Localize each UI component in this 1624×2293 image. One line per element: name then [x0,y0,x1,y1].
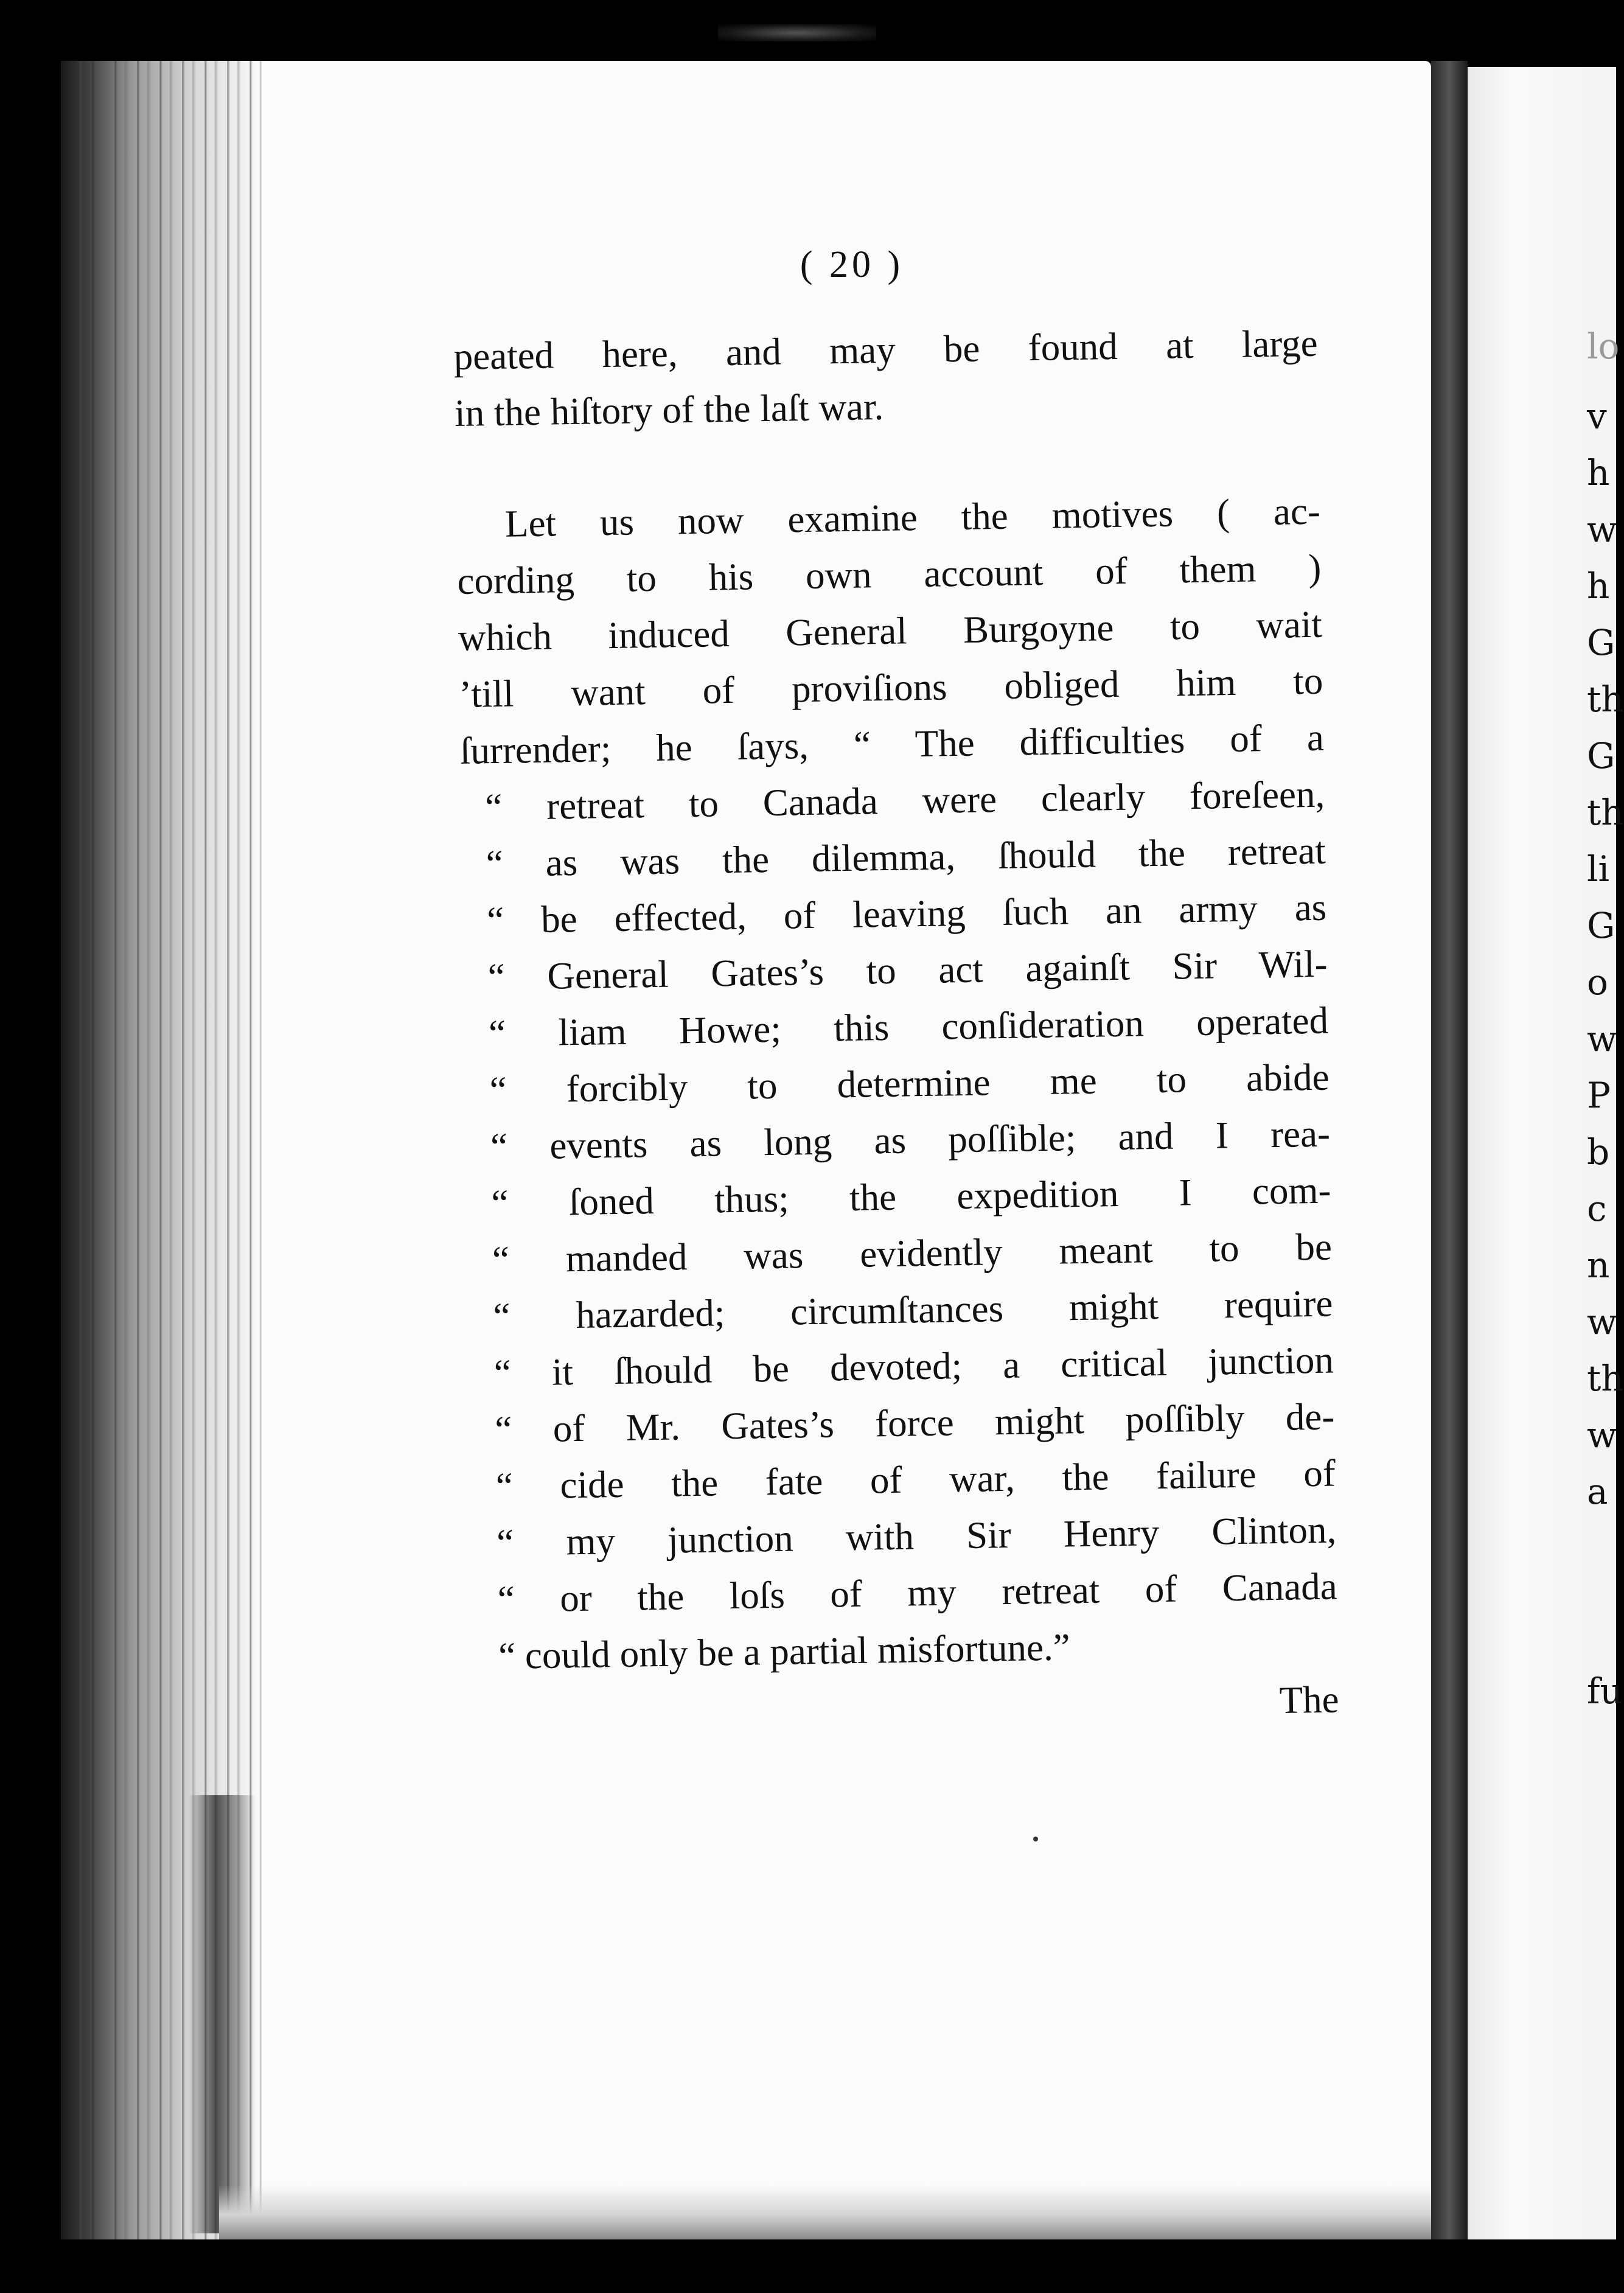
text-line: ſurrender; he ſays, “ The difficulties of a [459,716,1325,772]
facing-fragment: G [1587,905,1615,946]
facing-fragment: w [1587,509,1617,550]
facing-fragment: G [1587,622,1615,663]
page-bottom-edge [219,2185,1436,2239]
text-line: which induced General Burgoyne to wait [458,602,1323,659]
text-line: “ events as long as poſſible; and I rea- [490,1112,1331,1168]
text-line: “ General Gates’s to act againſt Sir Wil- [487,942,1328,999]
page-number-header: ( 20 ) [800,244,904,285]
facing-fragment: a [1587,1471,1608,1512]
text-line: “ could only be a partial misfortune.” [498,1625,1071,1678]
text-line: “ of Mr. Gates’s force might poſſibly de- [494,1395,1335,1451]
facing-fragment: c [1587,1188,1607,1229]
text-line: peated here, and may be found at large [453,321,1319,378]
facing-fragment: P [1587,1075,1611,1116]
text-line: in the hiſtory of the laſt war. [454,385,884,435]
facing-fragment: h [1587,452,1610,494]
facing-fragment: G [1587,735,1615,777]
text-line: “ forcibly to determine me to abide [489,1055,1330,1112]
text-line: “ as was the dilemma, ſhould the retreat [486,829,1326,885]
text-line: “ liam Howe; this conſideration operated [488,999,1329,1055]
facing-fragment: w [1587,1414,1617,1456]
facing-fragment: fu [1587,1670,1623,1712]
facing-fragment: th [1587,679,1624,720]
text-line: “ be effected, of leaving ſuch an army as [486,885,1327,942]
text-line: “ cide the fate of war, the failure of [495,1451,1336,1508]
ink-speck [1033,1837,1038,1841]
facing-fragment: b [1587,1131,1610,1173]
catchword: The [1279,1678,1340,1722]
facing-fragment: w [1587,1301,1617,1342]
facing-fragment: th [1587,1358,1624,1399]
text-line: “ retreat to Canada were clearly foreſeen, [484,772,1325,829]
binding-shadow [189,1795,256,2233]
facing-fragment: h [1587,565,1610,607]
facing-fragment: o [1587,962,1608,1003]
body-text [453,315,1339,1742]
text-line: Let us now examine the motives ( ac- [504,489,1321,545]
text-line: “ manded was evidently meant to be [492,1225,1333,1282]
text-line: ’till want of proviſions obliged him to [458,659,1323,716]
facing-fragment: th [1587,792,1624,833]
facing-fragment: n [1587,1244,1610,1286]
facing-page-strip [1468,67,1624,2239]
page-gutter [1431,61,1468,2239]
facing-fragment: li [1587,848,1610,890]
facing-fragment: lo [1587,326,1620,367]
text-line: “ it ſhould be devoted; a critical junction [493,1338,1334,1395]
facing-fragment: v [1587,396,1607,437]
text-line: “ hazarded; circumſtances might require [492,1282,1333,1338]
binding-scrap [718,24,876,41]
facing-fragment: w [1587,1018,1617,1059]
text-line: “ ſoned thus; the expedition I com- [491,1168,1331,1225]
text-line: “ my junction with Sir Henry Clinton, [496,1508,1337,1565]
text-line: cording to his own account of them ) [456,546,1322,602]
text-line: “ or the loſs of my retreat of Canada [497,1565,1338,1621]
